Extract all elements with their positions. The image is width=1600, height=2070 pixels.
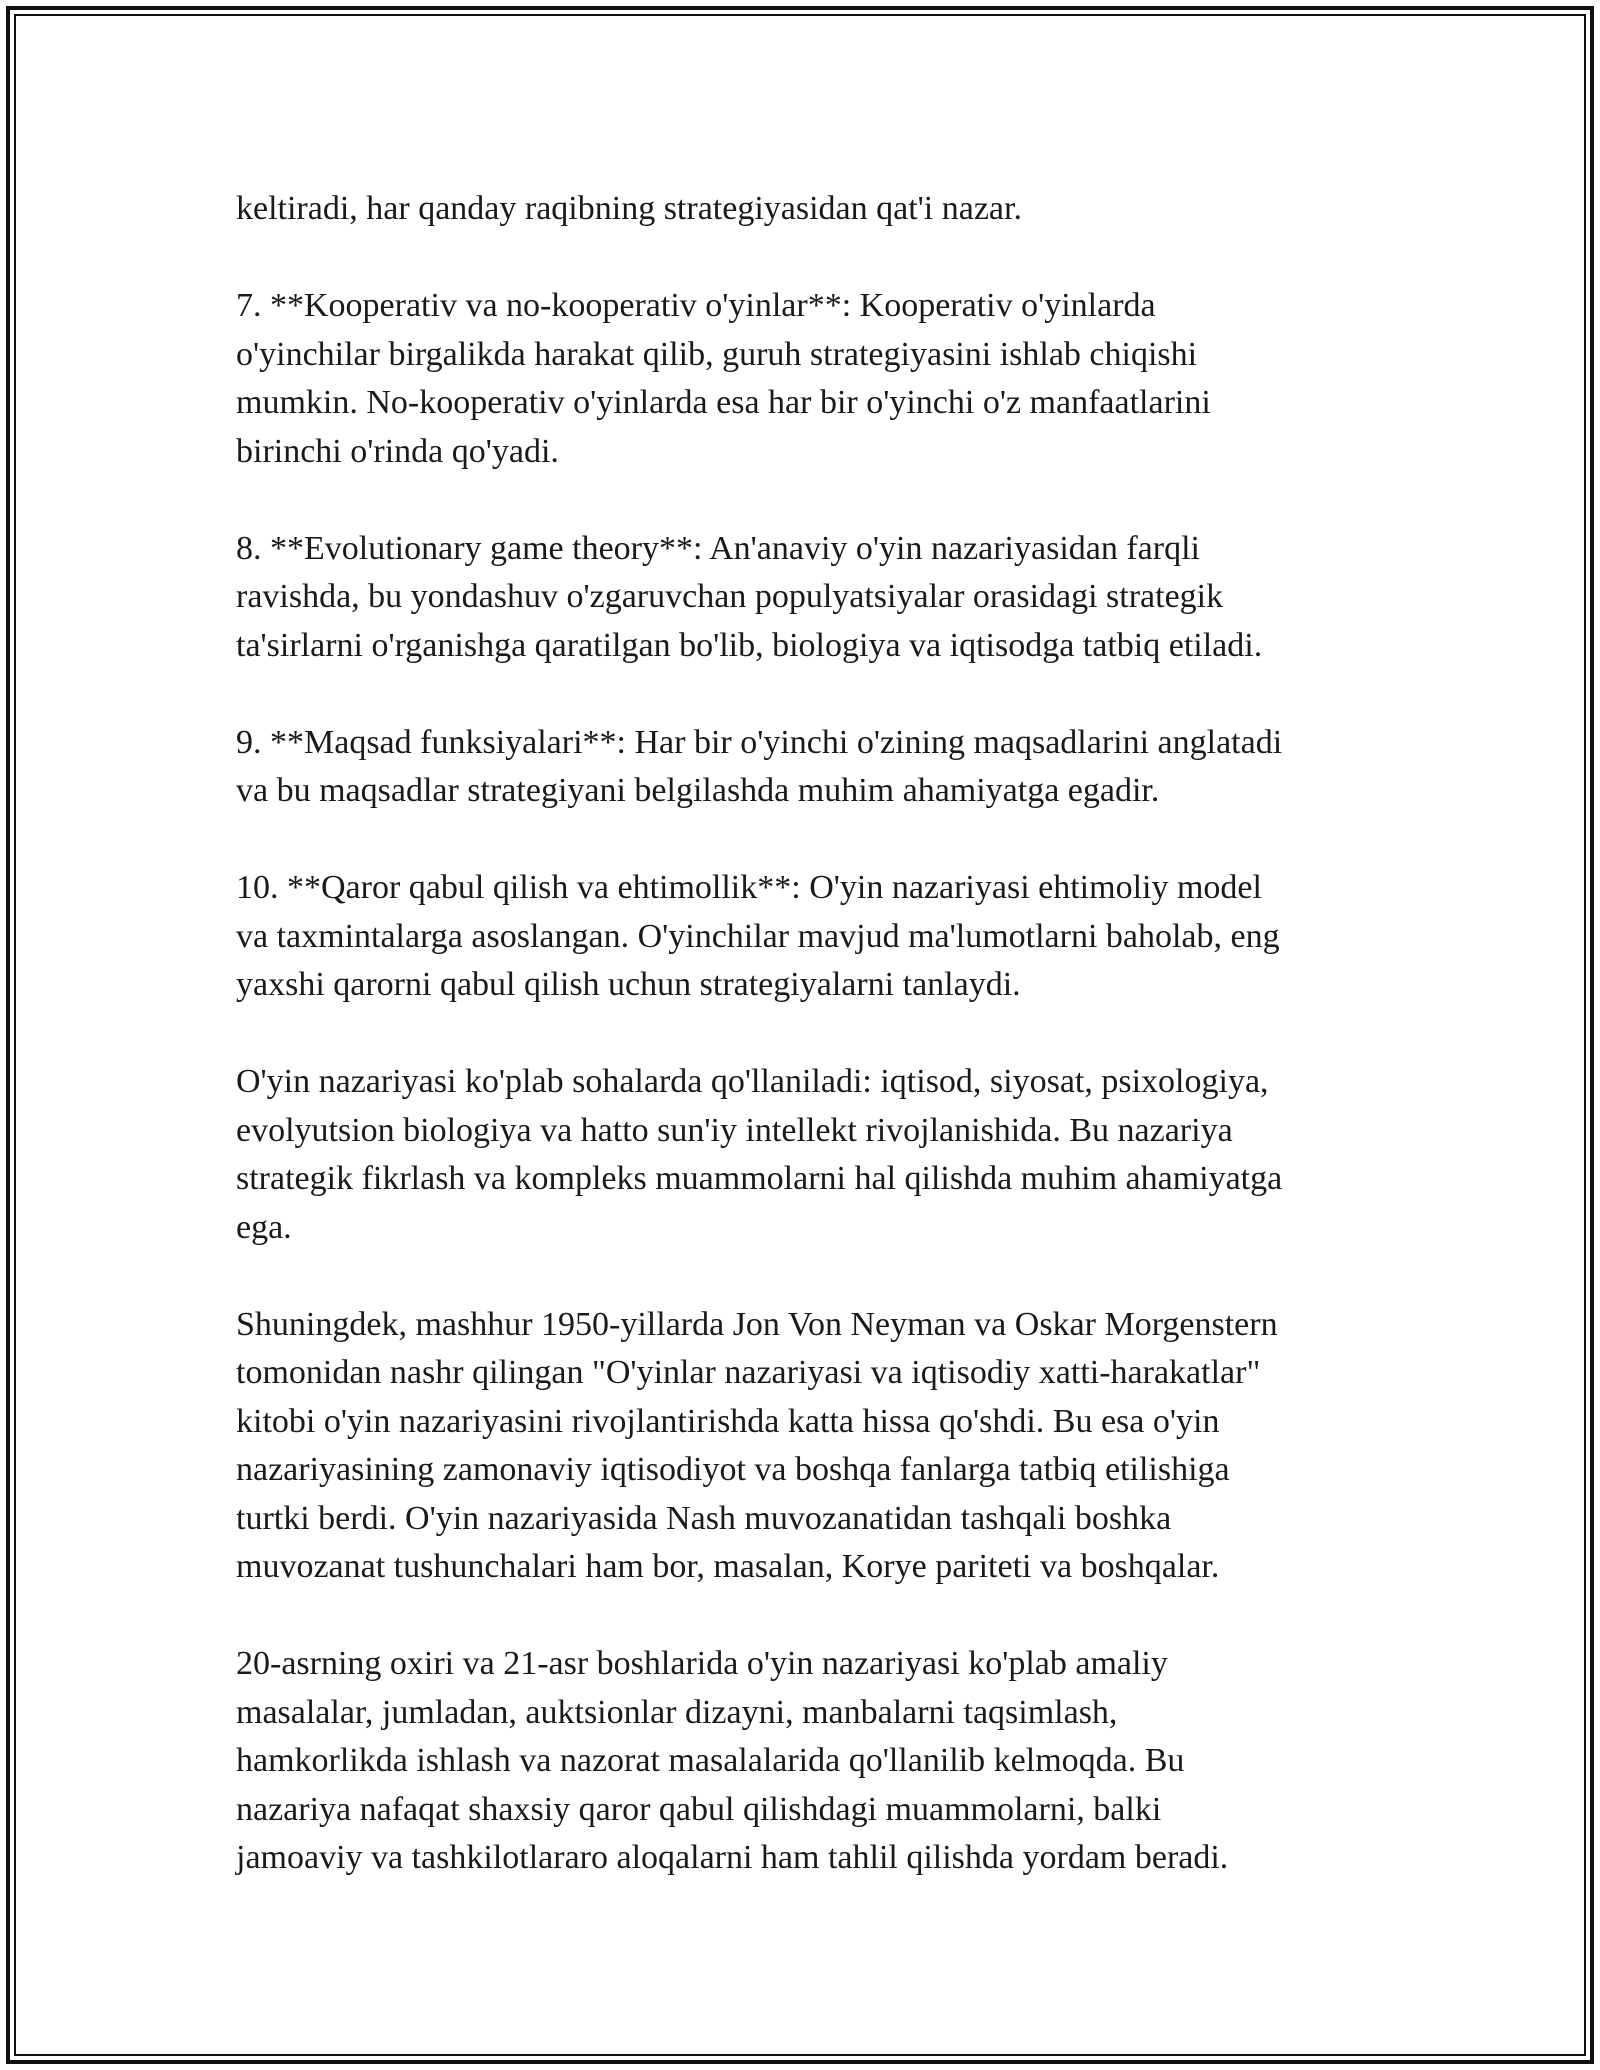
text-line: nazariya nafaqat shaxsiy qaror qabul qilishdagi muammolarni, balki	[236, 1790, 1162, 1828]
text-line: nazariyasining zamonaviy iqtisodiyot va boshqa fanlarga tatbiq etilishiga	[236, 1451, 1230, 1488]
text-line: 9. **Maqsad funksiyalari**: Har bir o'yinchi o'zining maqsadlarini anglatadi	[236, 723, 1283, 761]
paragraph	[236, 864, 1396, 1010]
text-line: ta'sirlarni o'rganishga qaratilgan bo'lib, biologiya va iqtisodga tatbiq etiladi.	[236, 626, 1263, 664]
text-line: 8. **Evolutionary game theory**: An'anaviy o'yin nazariyasidan farqli	[236, 529, 1200, 567]
text-line: jamoaviy va tashkilotlararo aloqalarni ham tahlil qilishda yordam beradi.	[236, 1839, 1229, 1876]
text-line: masalalar, jumladan, auktsionlar dizayni, manbalarni taqsimlash,	[236, 1693, 1118, 1731]
text-line: turtki berdi. O'yin nazariyasida Nash muvozanatidan tashqali boshka	[236, 1499, 1172, 1537]
text-line: kitobi o'yin nazariyasini rivojlantirishda katta hissa qo'shdi. Bu esa o'yin	[236, 1402, 1220, 1440]
text-line: tomonidan nashr qilingan "O'yinlar nazariyasi va iqtisodiy xatti-harakatlar"	[236, 1354, 1261, 1391]
text-line: ravishda, bu yondashuv o'zgaruvchan populyatsiyalar orasidagi strategik	[236, 578, 1224, 615]
text-line: 7. **Kooperativ va no-kooperativ o'yinlar**: Kooperativ o'yinlarda	[236, 287, 1156, 324]
paragraph	[236, 185, 1396, 234]
text-line: evolyutsion biologiya va hatto sun'iy intellekt rivojlanishida. Bu nazariya	[236, 1111, 1233, 1149]
paragraph	[236, 719, 1396, 816]
text-line: O'yin nazariyasi ko'plab sohalarda qo'llaniladi: iqtisod, siyosat, psixologiya,	[236, 1063, 1269, 1100]
paragraph	[236, 282, 1396, 476]
text-line: strategik fikrlash va kompleks muammolarni hal qilishda muhim ahamiyatga	[236, 1160, 1283, 1197]
text-line: va taxmintalarga asoslangan. O'yinchilar mavjud ma'lumotlarni baholab, eng	[236, 917, 1280, 955]
text-line: 10. **Qaror qabul qilish va ehtimollik**: O'yin nazariyasi ehtimoliy model	[236, 869, 1262, 906]
text-line: yaxshi qarorni qabul qilish uchun strategiyalarni tanlaydi.	[236, 966, 1021, 1003]
text-line: keltiradi, har qanday raqibning strategiyasidan qat'i nazar.	[236, 190, 1022, 227]
text-line: mumkin. No-kooperativ o'yinlarda esa har bir o'yinchi o'z manfaatlarini	[236, 384, 1211, 421]
text-line: 20-asrning oxiri va 21-asr boshlarida o'yin nazariyasi ko'plab amaliy	[236, 1645, 1168, 1682]
paragraph	[236, 1058, 1396, 1252]
document-body	[236, 185, 1396, 1931]
text-line: muvozanat tushunchalari ham bor, masalan, Korye pariteti va boshqalar.	[236, 1548, 1220, 1585]
paragraph	[236, 1640, 1396, 1883]
text-line: va bu maqsadlar strategiyani belgilashda muhim ahamiyatga egadir.	[236, 772, 1160, 809]
text-line: ega.	[236, 1208, 292, 1246]
paragraph	[236, 1301, 1396, 1592]
text-line: Shuningdek, mashhur 1950-yillarda Jon Von Neyman va Oskar Morgenstern	[236, 1305, 1278, 1343]
paragraph	[236, 525, 1396, 671]
text-line: o'yinchilar birgalikda harakat qilib, guruh strategiyasini ishlab chiqishi	[236, 335, 1198, 373]
text-line: hamkorlikda ishlash va nazorat masalalarida qo'llanilib kelmoqda. Bu	[236, 1742, 1185, 1779]
text-line: birinchi o'rinda qo'yadi.	[236, 432, 559, 470]
